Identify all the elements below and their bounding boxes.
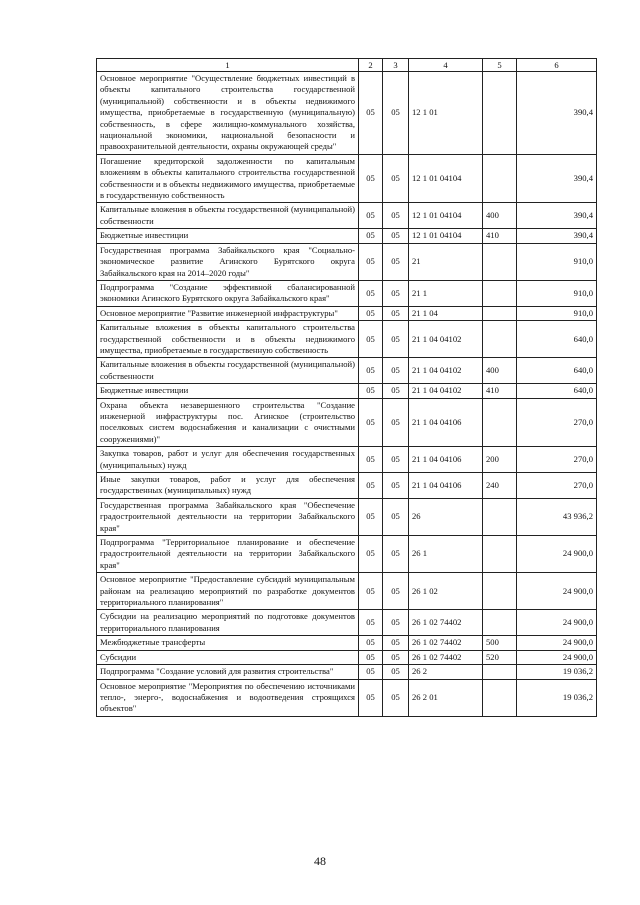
cell-expense-type [483, 536, 517, 573]
cell-target-article: 12 1 01 04104 [409, 203, 483, 229]
table-row [97, 636, 597, 650]
cell-amount: 24 900,0 [517, 573, 597, 610]
cell-subsection: 05 [383, 154, 409, 203]
header-cell: 5 [483, 59, 517, 72]
cell-amount: 19 036,2 [517, 665, 597, 679]
cell-subsection: 05 [383, 536, 409, 573]
cell-amount: 640,0 [517, 321, 597, 358]
table-row [97, 447, 597, 473]
table-row [97, 398, 597, 447]
cell-subsection: 05 [383, 280, 409, 306]
cell-name: Капитальные вложения в объекты государственной (муниципальной) собственности [97, 358, 359, 384]
cell-expense-type [483, 610, 517, 636]
cell-target-article: 26 [409, 498, 483, 535]
cell-target-article: 26 1 02 74402 [409, 610, 483, 636]
cell-expense-type [483, 398, 517, 447]
cell-amount: 910,0 [517, 243, 597, 280]
cell-section: 05 [359, 636, 383, 650]
cell-subsection: 05 [383, 473, 409, 499]
budget-table [96, 58, 597, 717]
header-cell: 1 [97, 59, 359, 72]
cell-section: 05 [359, 498, 383, 535]
cell-subsection: 05 [383, 498, 409, 535]
table-header-row [97, 59, 597, 72]
cell-section: 05 [359, 473, 383, 499]
table-body [97, 59, 597, 717]
cell-target-article: 21 1 04 04106 [409, 447, 483, 473]
cell-section: 05 [359, 243, 383, 280]
cell-amount: 24 900,0 [517, 536, 597, 573]
cell-subsection: 05 [383, 229, 409, 243]
cell-subsection: 05 [383, 398, 409, 447]
header-cell: 4 [409, 59, 483, 72]
cell-section: 05 [359, 679, 383, 716]
cell-section: 05 [359, 280, 383, 306]
cell-expense-type [483, 154, 517, 203]
cell-target-article: 26 2 01 [409, 679, 483, 716]
cell-name: Погашение кредиторской задолженности по капитальным вложениям в объекты капитального строительства государственной собственности и в объекты недвижимого имущества, приобретаемые в государственную собственность [97, 154, 359, 203]
cell-amount: 24 900,0 [517, 636, 597, 650]
cell-target-article: 21 1 04 [409, 306, 483, 320]
cell-name: Охрана объекта незавершенного строительства "Создание инженерной инфраструктуры пос. Агинское (строительство поселковых систем водоснабжения и канализации с очистными сооружениями)" [97, 398, 359, 447]
table-row [97, 610, 597, 636]
cell-section: 05 [359, 536, 383, 573]
cell-name: Государственная программа Забайкальского края "Социально-экономическое развитие Агинского Бурятского округа Забайкальского края на 2014–2020 годы" [97, 243, 359, 280]
table-row [97, 679, 597, 716]
cell-target-article: 26 1 02 74402 [409, 650, 483, 664]
cell-subsection: 05 [383, 650, 409, 664]
cell-section: 05 [359, 610, 383, 636]
cell-section: 05 [359, 358, 383, 384]
cell-section: 05 [359, 447, 383, 473]
table-row [97, 72, 597, 155]
header-cell: 2 [359, 59, 383, 72]
cell-target-article: 21 [409, 243, 483, 280]
table-row [97, 384, 597, 398]
cell-name: Бюджетные инвестиции [97, 384, 359, 398]
table-row [97, 650, 597, 664]
cell-name: Закупка товаров, работ и услуг для обеспечения государственных (муниципальных) нужд [97, 447, 359, 473]
header-cell: 6 [517, 59, 597, 72]
cell-amount: 640,0 [517, 358, 597, 384]
cell-amount: 640,0 [517, 384, 597, 398]
cell-expense-type [483, 679, 517, 716]
cell-expense-type [483, 306, 517, 320]
cell-name: Подпрограмма "Создание условий для развития строительства" [97, 665, 359, 679]
cell-subsection: 05 [383, 321, 409, 358]
cell-section: 05 [359, 306, 383, 320]
cell-section: 05 [359, 398, 383, 447]
cell-target-article: 21 1 [409, 280, 483, 306]
cell-subsection: 05 [383, 573, 409, 610]
cell-amount: 390,4 [517, 72, 597, 155]
cell-target-article: 12 1 01 [409, 72, 483, 155]
table-row [97, 473, 597, 499]
cell-name: Основное мероприятие "Осуществление бюджетных инвестиций в объекты капитального строительства государственной (муниципальной) собственности и в объекты недвижимого имущества, приобретаемые в государственную (муниципальную) собственность, в сфере жилищно-коммунального хозяйства, национальной экономики, национальной безопасности и правоохранительной деятельности, охраны окружающей среды" [97, 72, 359, 155]
cell-name: Подпрограмма "Территориальное планирование и обеспечение градостроительной деятельности на территории Забайкальского края" [97, 536, 359, 573]
cell-expense-type: 520 [483, 650, 517, 664]
cell-name: Бюджетные инвестиции [97, 229, 359, 243]
cell-name: Основное мероприятие "Предоставление субсидий муниципальным районам на реализацию мероприятий по разработке документов территориального планирования" [97, 573, 359, 610]
cell-target-article: 26 2 [409, 665, 483, 679]
cell-name: Капитальные вложения в объекты капитального строительства государственной собственности и в объекты недвижимого имущества, приобретаемые в государственную собственность [97, 321, 359, 358]
table-row [97, 203, 597, 229]
cell-subsection: 05 [383, 384, 409, 398]
cell-section: 05 [359, 154, 383, 203]
cell-target-article: 21 1 04 04102 [409, 321, 483, 358]
cell-subsection: 05 [383, 636, 409, 650]
cell-amount: 43 936,2 [517, 498, 597, 535]
cell-subsection: 05 [383, 447, 409, 473]
cell-amount: 910,0 [517, 306, 597, 320]
cell-expense-type [483, 243, 517, 280]
cell-subsection: 05 [383, 72, 409, 155]
cell-subsection: 05 [383, 358, 409, 384]
table-row [97, 243, 597, 280]
cell-name: Основное мероприятие "Развитие инженерной инфраструктуры" [97, 306, 359, 320]
cell-section: 05 [359, 72, 383, 155]
cell-expense-type: 410 [483, 384, 517, 398]
cell-target-article: 21 1 04 04106 [409, 398, 483, 447]
cell-subsection: 05 [383, 679, 409, 716]
cell-target-article: 12 1 01 04104 [409, 154, 483, 203]
cell-amount: 19 036,2 [517, 679, 597, 716]
cell-target-article: 26 1 02 74402 [409, 636, 483, 650]
cell-amount: 390,4 [517, 229, 597, 243]
cell-name: Подпрограмма "Создание эффективной сбалансированной экономики Агинского Бурятского округа Забайкальского края" [97, 280, 359, 306]
header-cell: 3 [383, 59, 409, 72]
cell-section: 05 [359, 573, 383, 610]
cell-target-article: 12 1 01 04104 [409, 229, 483, 243]
cell-expense-type: 500 [483, 636, 517, 650]
table-row [97, 358, 597, 384]
table-row [97, 154, 597, 203]
cell-amount: 270,0 [517, 473, 597, 499]
cell-expense-type [483, 665, 517, 679]
cell-name: Государственная программа Забайкальского края "Обеспечение градостроительной деятельности на территории Забайкальского края" [97, 498, 359, 535]
cell-expense-type: 400 [483, 358, 517, 384]
cell-section: 05 [359, 665, 383, 679]
cell-subsection: 05 [383, 243, 409, 280]
table-row [97, 321, 597, 358]
cell-expense-type: 240 [483, 473, 517, 499]
table-row [97, 665, 597, 679]
cell-section: 05 [359, 384, 383, 398]
cell-section: 05 [359, 229, 383, 243]
page-number: 48 [314, 854, 326, 868]
cell-target-article: 21 1 04 04102 [409, 384, 483, 398]
cell-expense-type [483, 321, 517, 358]
cell-expense-type: 200 [483, 447, 517, 473]
cell-target-article: 21 1 04 04102 [409, 358, 483, 384]
cell-name: Основное мероприятие "Мероприятия по обеспечению источниками тепло-, энерго-, водоснабжения и водоотведения строящихся объектов" [97, 679, 359, 716]
table-row [97, 229, 597, 243]
cell-section: 05 [359, 650, 383, 664]
cell-subsection: 05 [383, 203, 409, 229]
cell-name: Межбюджетные трансферты [97, 636, 359, 650]
cell-amount: 910,0 [517, 280, 597, 306]
cell-name: Капитальные вложения в объекты государственной (муниципальной) собственности [97, 203, 359, 229]
table-row [97, 280, 597, 306]
cell-name: Иные закупки товаров, работ и услуг для обеспечения государственных (муниципальных) нужд [97, 473, 359, 499]
cell-expense-type [483, 573, 517, 610]
cell-target-article: 26 1 02 [409, 573, 483, 610]
cell-expense-type [483, 72, 517, 155]
cell-amount: 270,0 [517, 447, 597, 473]
cell-section: 05 [359, 203, 383, 229]
cell-name: Субсидии на реализацию мероприятий по подготовке документов территориального планирования [97, 610, 359, 636]
cell-target-article: 21 1 04 04106 [409, 473, 483, 499]
cell-amount: 24 900,0 [517, 650, 597, 664]
cell-expense-type: 400 [483, 203, 517, 229]
cell-subsection: 05 [383, 306, 409, 320]
table-row [97, 573, 597, 610]
cell-section: 05 [359, 321, 383, 358]
cell-target-article: 26 1 [409, 536, 483, 573]
cell-amount: 24 900,0 [517, 610, 597, 636]
cell-subsection: 05 [383, 665, 409, 679]
cell-expense-type [483, 498, 517, 535]
cell-amount: 390,4 [517, 203, 597, 229]
cell-amount: 270,0 [517, 398, 597, 447]
table-row [97, 498, 597, 535]
table-row [97, 536, 597, 573]
cell-name: Субсидии [97, 650, 359, 664]
cell-subsection: 05 [383, 610, 409, 636]
cell-expense-type: 410 [483, 229, 517, 243]
cell-expense-type [483, 280, 517, 306]
cell-amount: 390,4 [517, 154, 597, 203]
table-row [97, 306, 597, 320]
